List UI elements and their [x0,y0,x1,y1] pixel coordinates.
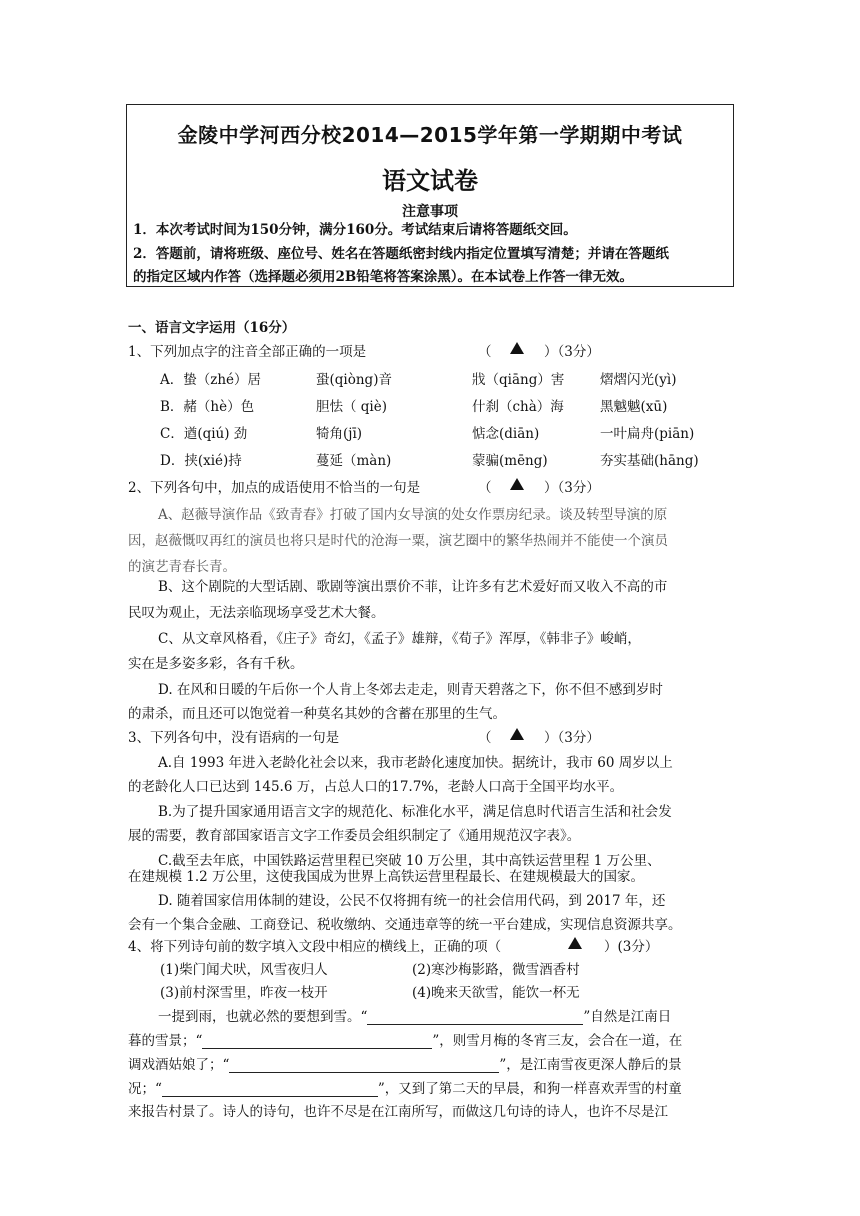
q1-c-1: C．遒(qiú) 劲 [160,426,248,442]
q4-blank-3[interactable] [229,1056,499,1073]
q4-blank-2[interactable] [202,1032,432,1049]
q2-line-1: A、赵薇导演作品《致青春》打破了国内女导演的处女作票房纪录。谈及转型导演的原 [158,507,668,523]
notice-item-2 [133,243,729,289]
q4-passage-line-1 [158,1005,671,1025]
q4-passage-part-3: 暮的雪景；“ [128,1033,203,1049]
q2-bracket-left: （ [478,480,492,496]
q3-line-5: C.截至去年底，中国铁路运营里程已突破 10 万公里，其中高铁运营里程 1 万公里、 [158,853,661,869]
q3-line-3: B.为了提升国家通用语言文字的规范化、标准化水平，满足信息时代语言生活和社会发 [158,804,672,820]
q1-d-4: 夯实基础(hāng) [600,453,699,469]
notice-item-2-line-2: 的指定区域内作答（选择题必须用2B铅笔将答案涂黑）。在本试卷上作答一律无效。 [133,269,634,285]
q1-bracket-right: ）（3分） [544,344,600,360]
exam-title: 金陵中学河西分校2014—2015学年第一学期期中考试 [177,123,683,147]
q1-answer-triangle-icon [510,341,524,357]
q3-bracket-right: ）（3分） [544,730,600,746]
q1-a-2: 蛩(qiòng)音 [316,372,392,388]
q1-b-4: 黑魆魆(xū) [600,399,668,415]
notice-title: 注意事项 [402,204,458,220]
q2-line-3: 的演艺青春长青。 [128,559,236,575]
q1-bracket-left: （ [478,344,492,360]
q1-d-2: 蔓延（màn) [316,453,392,469]
q3-line-6: 在建规模 1.2 万公里，这使我国成为世界上高铁运营里程最长、在建规模最大的国家。 [128,869,645,885]
q4-stem: 4、将下列诗句前的数字填入文段中相应的横线上，正确的项（ [128,939,502,955]
q4-passage-part-7: 况；“ [128,1081,162,1097]
q2-line-7: 实在是多姿多彩，各有千秋。 [128,656,304,672]
q1-d-3: 蒙骗(mēng) [472,453,548,469]
q4-answer-triangle-icon [568,936,582,952]
q4-passage-part-8: ”，又到了第二天的早晨，和狗一样喜欢弄雪的村童 [377,1081,682,1097]
q4-option-3: (3)前村深雪里，昨夜一枝开 [160,985,328,1001]
q4-bracket-right: ）(3分） [604,939,659,955]
notice-item-2-line-1: 2．答题前，请将班级、座位号、姓名在答题纸密封线内指定位置填写清楚；并请在答题纸 [133,246,669,262]
q3-bracket-left: （ [478,730,492,746]
q1-d-1: D．挟(xié)持 [160,453,242,469]
exam-header-box [126,104,734,287]
q1-b-1: B．赭（hè）色 [160,399,255,415]
q1-stem: 1、下列加点字的注音全部正确的一项是 [128,344,367,360]
q3-line-1: A.自 1993 年进入老龄化社会以来，我市老龄化速度加快。据统计，我市 60 周岁以上 [158,755,673,771]
q2-line-8: D. 在风和日暖的午后你一个人肯上冬郊去走走，则青天碧落之下，你不但不感到岁时 [158,682,663,698]
q3-stem: 3、下列各句中，没有语病的一句是 [128,730,340,746]
q4-passage-line-2 [128,1029,682,1049]
q4-passage-line-5: 来报告村景了。诗人的诗句，也许不尽是在江南所写，而做这几句诗的诗人，也许不尽是江 [128,1104,668,1120]
q1-c-2: 犄角(jī) [316,426,363,442]
q1-a-4: 熠熠闪光(yì) [600,372,677,388]
q4-passage-line-3 [128,1053,682,1073]
q3-line-4: 展的需要，教育部国家语言文字工作委员会组织制定了《通用规范汉字表》。 [128,828,581,844]
q1-c-3: 惦念(diān) [472,426,540,442]
q2-answer-triangle-icon [510,477,524,493]
q2-line-9: 的肃杀，而且还可以饱觉着一种莫名其妙的含蓄在那里的生气。 [128,706,506,722]
q4-option-4: (4)晚来天欲雪，能饮一杯无 [412,985,580,1001]
q4-passage-part-1: 一提到雨，也就必然的要想到雪。“ [158,1009,368,1025]
q4-passage-part-6: ”，是江南雪夜更深人静后的景 [499,1057,682,1073]
q1-c-4: 一叶扁舟(piān) [600,426,695,442]
q2-line-5: 民叹为观止，无法亲临现场享受艺术大餐。 [128,605,385,621]
q1-a-3: 戕（qiāng）害 [472,372,565,388]
q3-answer-triangle-icon [510,727,524,743]
q4-passage-line-4 [128,1077,682,1097]
q1-a-1: A．蛰（zhé）居 [160,372,262,388]
q4-option-1: (1)柴门闻犬吠，风雪夜归人 [160,962,328,978]
q3-line-7: D. 随着国家信用体制的建设，公民不仅将拥有统一的社会信用代码，到 2017 年，还 [158,893,666,909]
q1-b-2: 胆怯（ qiè) [316,399,388,415]
q2-line-2: 因，赵薇慨叹再红的演员也将只是时代的沧海一粟，演艺圈中的繁华热闹并不能使一个演员 [128,533,668,549]
q2-bracket-right: ）（3分） [544,480,600,496]
q4-blank-4[interactable] [162,1080,378,1097]
q4-passage-part-4: ”，则雪月梅的冬宵三友，会合在一道，在 [432,1033,683,1049]
q3-line-2: 的老龄化人口已达到 145.6 万，占总人口的17.7%，老龄人口高于全国平均水平。 [128,779,624,795]
q4-option-2: (2)寒沙梅影路，微雪酒香村 [412,962,580,978]
q2-line-6: C、从文章风格看，《庄子》奇幻，《孟子》雄辩，《荀子》浑厚，《韩非子》峻峭， [158,631,641,647]
q2-line-4: B、这个剧院的大型话剧、歌剧等演出票价不菲，让许多有艺术爱好而又收入不高的市 [158,579,668,595]
q4-passage-part-5: 调戏酒姑娘了；“ [128,1057,230,1073]
q1-b-3: 什刹（chà）海 [472,399,564,415]
q3-line-8: 会有一个集合金融、工商登记、税收缴纳、交通违章等的统一平台建成，实现信息资源共享。 [128,917,682,933]
section-title: 一、语言文字运用（16分） [128,320,296,336]
q4-blank-1[interactable] [367,1008,583,1025]
notice-item-1: 1．本次考试时间为150分钟，满分160分。考试结束后请将答题纸交回。 [133,222,577,238]
q2-stem: 2、下列各句中，加点的成语使用不恰当的一句是 [128,480,421,496]
q4-passage-part-2: ”自然是江南日 [583,1009,672,1025]
exam-subject: 语文试卷 [382,167,478,195]
